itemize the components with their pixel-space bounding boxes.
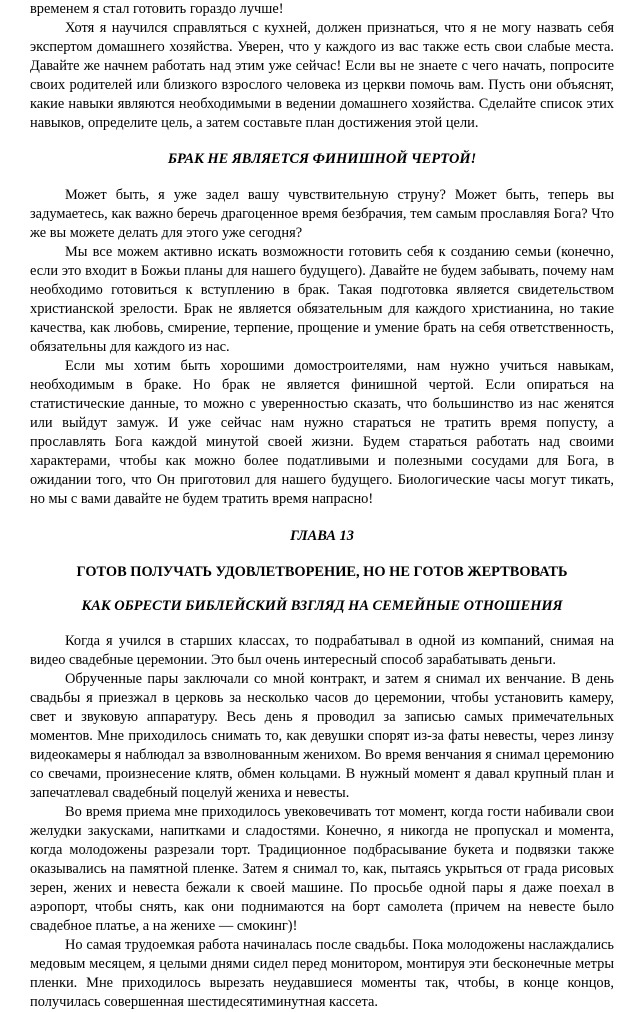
chapter-paragraph-3: Во время приема мне приходилось увековечивать тот момент, когда гости набивали свои желудки закусками, напитками и сладостями. Конечно, я никогда не пропускал и момента, когда молодожены разрезали торт. Традиционное подбрасывание букета и подвязки также оказывались на памятной пленке. Затем я снимал то, как, пытаясь укрыться от града рисовых зерен, жених и невеста бежали к своей машине. По просьбе одной пары я даже поехал в аэропорт, чтобы снять, как они поднимаются на борт самолета (причем на невесте было свадебное платье, а на женихе — смокинг)! (30, 804, 614, 934)
chapter-title: ГОТОВ ПОЛУЧАТЬ УДОВЛЕТВОРЕНИЕ, НО НЕ ГОТОВ ЖЕРТВОВАТЬ (76, 564, 568, 580)
intro-paragraph-2: Хотя я научился справляться с кухней, должен признаться, что я не могу назвать себя экспертом домашнего хозяйства. Уверен, что у каждого из вас также есть свои слабые места. Давайте же начнем работать над этим уже сейчас! Если вы не знаете с чего начать, попросите своих родителей или близкого взрослого человека из церкви помочь вам. Пусть они объяснят, какие навыки являются необходимыми в ведении домашнего хозяйства. Сделайте список этих навыков, определите цель, а затем составьте план достижения этой цели. (30, 20, 614, 131)
intro-paragraph-1: временем я стал готовить гораздо лучше! (30, 1, 284, 17)
chapter-subtitle: КАК ОБРЕСТИ БИБЛЕЙСКИЙ ВЗГЛЯД НА СЕМЕЙНЫЕ ОТНОШЕНИЯ (81, 598, 563, 614)
section-title: БРАК НЕ ЯВЛЯЕТСЯ ФИНИШНОЙ ЧЕРТОЙ! (167, 151, 477, 167)
chapter-number: ГЛАВА 13 (290, 528, 354, 544)
chapter-paragraph-4: Но самая трудоемкая работа начиналась после свадьбы. Пока молодожены наслаждались медовым месяцем, я целыми днями сидел перед монитором, монтируя эти бесконечные метры пленки. Мне приходилось вырезать неудавшиеся моменты так, чтобы, в конце концов, получилась совершенная шестидесятиминутная кассета. (30, 937, 614, 1010)
section-paragraph-1: Может быть, я уже задел вашу чувствительную струну? Может быть, теперь вы задумаетесь, как важно беречь драгоценное время безбрачия, тем самым прославляя Бога? Что же вы можете делать для этого уже сегодня? (30, 187, 614, 241)
section-paragraph-2: Мы все можем активно искать возможности готовить себя к созданию семьи (конечно, если это входит в Божьи планы для нашего будущего). Давайте не будем забывать, почему нам необходимо готовиться к вступлению в брак. Такая подготовка является свидетельством христианской зрелости. Брак не является обязательным для каждого христианина, но такие качества, как любовь, смирение, терпение, прощение и умение брать на себя ответственность, обязательны для каждого из нас. (30, 244, 614, 355)
chapter-paragraph-2: Обрученные пары заключали со мной контракт, и затем я снимал их венчание. В день свадьбы я приезжал в церковь за несколько часов до церемонии, чтобы установить камеру, свет и звуковую аппаратуру. Весь день я проводил за записью самых примечательных моментов. Мне приходилось снимать то, как девушки спорят из-за фаты невесты, через линзу видеокамеры я наблюдал за взволнованным женихом. Во время венчания я снимал церемонию со свечами, произнесение клятв, обмен кольцами. В нужный момент я давал крупный план и запечатлевал свадебный поцелуй жениха и невесты. (30, 671, 614, 801)
section-paragraph-3: Если мы хотим быть хорошими домостроителями, нам нужно учиться навыкам, необходимым в браке. Но брак не является финишной чертой. Если опираться на статистические данные, то можно с уверенностью сказать, что большинство из нас женятся или выйдут замуж. И уже сейчас нам нужно стараться не тратить время попусту, а прославлять Бога каждой минутой своей жизни. Будем стараться работать над своими характерами, чтобы как можно более податливыми и полезными сосудами для Бога, в ожидании того, что Он приготовил для нашего будущего. Биологические часы могут тикать, но мы с вами давайте не будем тратить время напрасно! (30, 358, 614, 507)
chapter-paragraph-1: Когда я учился в старших классах, то подрабатывал в одной из компаний, снимая на видео свадебные церемонии. Это был очень интересный способ зарабатывать деньги. (30, 633, 614, 668)
